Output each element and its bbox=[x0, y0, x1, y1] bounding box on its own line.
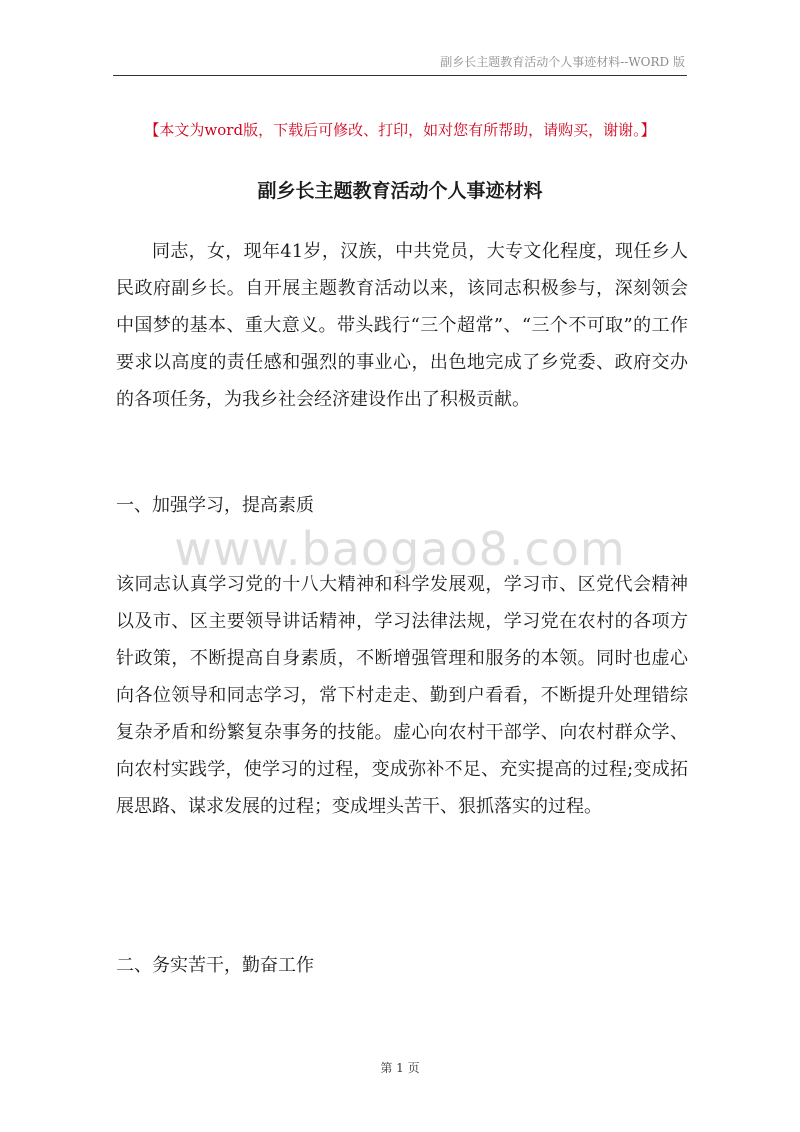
header-divider bbox=[113, 75, 687, 76]
document-title: 副乡长主题教育活动个人事迹材料 bbox=[257, 180, 543, 202]
study-paragraph: 该同志认真学习党的十八大精神和科学发展观，学习市、区党代会精神以及市、区主要领导讲话精神，学习法律法规，学习党在农村的各项方针政策，不断提高自身素质，不断增强管理和服务的本领。同时也虚心向各位领导和同志学习，常下村走走、勤到户看看，不断提升处理错综复杂矛盾和纷繁复杂事务的技能。虚心向农村干部学、向农村群众学、向农村实践学，使学习的过程，变成弥补不足、充实提高的过程;变成拓展思路、谋求发展的过程；变成埋头苦干、狠抓落实的过程。 bbox=[116, 574, 688, 817]
section-heading-work: 二、务实苦干，勤奋工作 bbox=[116, 955, 314, 976]
download-notice: 【本文为word版，下载后可修改、打印，如对您有所帮助，请购买，谢谢。】 bbox=[144, 121, 656, 139]
section-heading-study: 一、加强学习，提高素质 bbox=[116, 495, 314, 516]
running-header: 副乡长主题教育活动个人事迹材料--WORD 版 bbox=[440, 55, 685, 69]
page-number: 第 1 页 bbox=[380, 1061, 420, 1075]
watermark-text: www.baogao8.com bbox=[174, 522, 626, 576]
intro-paragraph: 同志，女，现年41岁，汉族，中共党员，大专文化程度，现任乡人民政府副乡长。自开展主题教育活动以来，该同志积极参与，深刻领会中国梦的基本、重大意义。带头践行“三个超常”、“三个不可取”的工作要求以高度的责任感和强烈的事业心，出色地完成了乡党委、政府交办的各项任务，为我乡社会经济建设作出了积极贡献。 bbox=[116, 241, 688, 410]
